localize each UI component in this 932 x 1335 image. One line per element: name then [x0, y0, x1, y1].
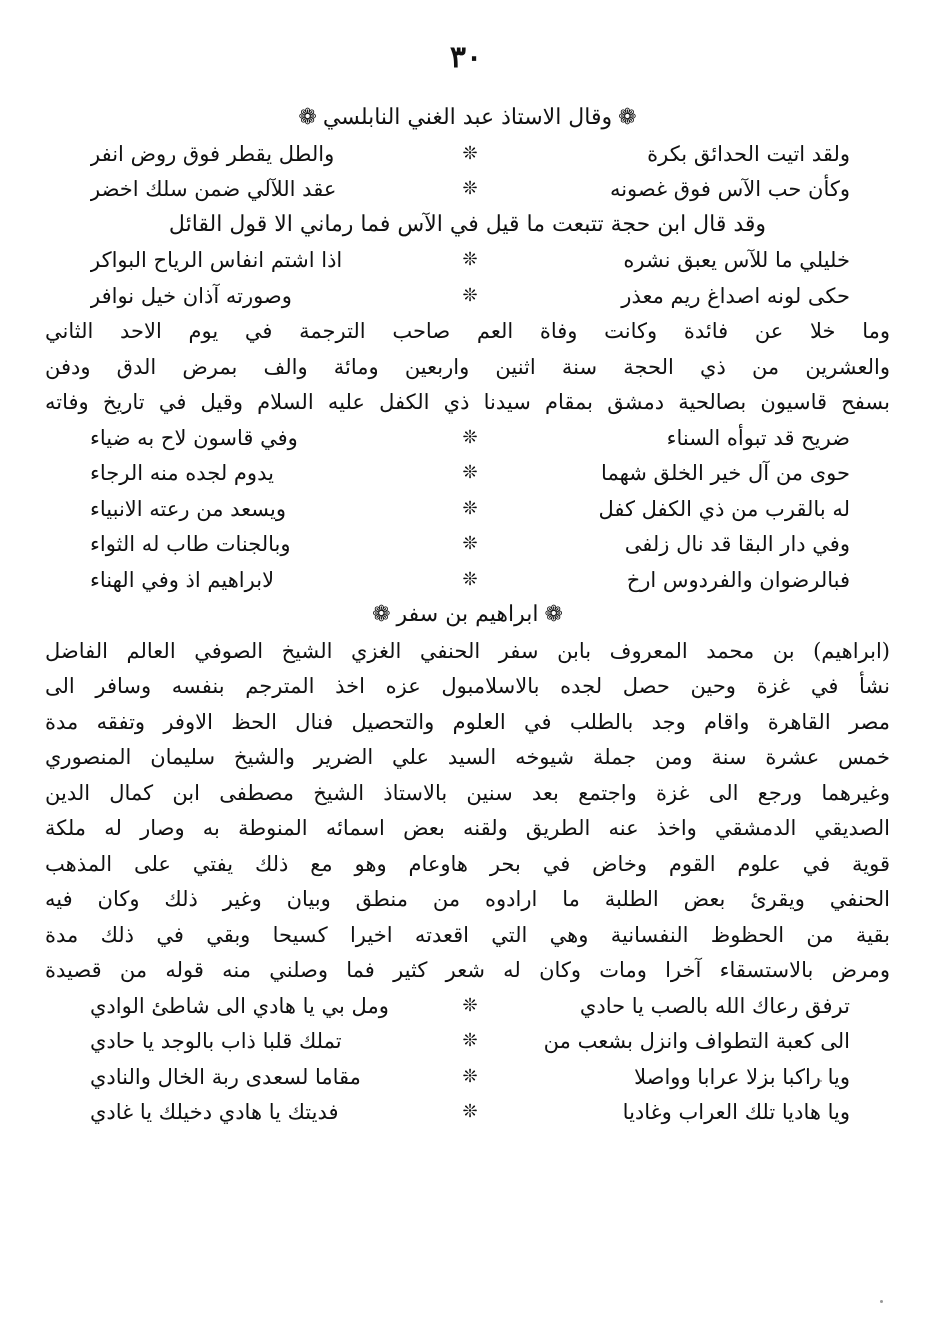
verse-second-hemistich: فديتك يا هادي دخيلك يا غادي: [90, 1100, 339, 1124]
paragraph-line: نشأ في غزة وحين حصل لجده بالاسلامبول عزه اخذ المترجم بنفسه وسافر الى: [45, 674, 890, 698]
verse-second-hemistich: تملك قلبا ذاب بالوجد يا حادي: [90, 1029, 342, 1053]
verse-line: [90, 242, 850, 278]
verse-line: [90, 136, 850, 172]
paper-speck: [880, 1300, 883, 1303]
verse-first-hemistich: خليلي ما للآس يعبق نشره: [623, 248, 850, 272]
verse-first-hemistich: له بالقرب من ذي الكفل كفل: [598, 497, 850, 521]
verse-line: [90, 491, 850, 527]
verse-line: [90, 1023, 850, 1059]
paragraph-line: الحنفي ويقرئ بعض الطلبة ما ارادوه من منطق وبيان وغير ذلك وكان فيه: [45, 887, 890, 911]
verse-line: [90, 278, 850, 314]
verse-second-hemistich: وفي قاسون لاح به ضياء: [90, 426, 298, 450]
verse-separator-icon: ❊: [462, 1101, 478, 1122]
verse-line: [90, 455, 850, 491]
verse-first-hemistich: ضريح قد تبوأه السناء: [666, 426, 850, 450]
verse-first-hemistich: حوى من آل خير الخلق شهما: [601, 461, 850, 485]
verse-separator-icon: ❊: [462, 569, 478, 590]
verse-separator-icon: ❊: [462, 1030, 478, 1051]
verse-second-hemistich: لابراهيم اذ وفي الهناء: [90, 568, 275, 592]
ornament-icon: ❁: [618, 105, 637, 130]
verse-line: [90, 1094, 850, 1130]
verse-line: [90, 171, 850, 207]
section-heading: [45, 100, 890, 136]
verse-second-hemistich: والطل يقطر فوق روض انفر: [90, 142, 335, 166]
verse-separator-icon: ❊: [462, 285, 478, 306]
verse-second-hemistich: مقاما لسعدى ربة الخال والنادي: [90, 1065, 361, 1089]
paragraph-line: بقية من الحظوظ النفسانية وهي التي اقعدته اخيرا كسيحا وبقي في ذلك مدة: [45, 923, 890, 947]
verse-line: [90, 420, 850, 456]
verse-second-hemistich: يدوم لجده منه الرجاء: [90, 461, 274, 485]
verse-separator-icon: ❊: [462, 249, 478, 270]
verse-separator-icon: ❊: [462, 462, 478, 483]
paragraph-line: مصر القاهرة واقام وجد بالطلب في العلوم والتحصيل فنال الحظ الاوفر وتفقه مدة: [45, 710, 890, 734]
paragraph-line: ومرض بالاستسقاء آخرا ومات وكان له شعر كثير فما وصلني منه قوله من قصيدة: [45, 958, 890, 982]
intro-line: وقد قال ابن حجة تتبعت ما قيل في الآس فما رماني الا قول القائل: [168, 212, 767, 237]
verse-first-hemistich: ولقد اتيت الحدائق بكرة: [647, 142, 850, 166]
verse-line: [90, 1059, 850, 1095]
paragraph-line: خمس عشرة سنة ومن جملة شيوخه السيد علي الضرير والشيخ سليمان المنصوري: [45, 745, 890, 769]
verse-separator-icon: ❊: [462, 533, 478, 554]
verse-line: [90, 526, 850, 562]
verse-first-hemistich: ترفق رعاك الله بالصب يا حادي: [579, 994, 850, 1018]
verse-first-hemistich: فبالرضوان والفردوس ارخ: [626, 568, 850, 592]
verse-separator-icon: ❊: [462, 178, 478, 199]
verse-separator-icon: ❊: [462, 427, 478, 448]
verse-separator-icon: ❊: [462, 498, 478, 519]
paragraph-line: بسفح قاسيون بصالحية دمشق بمقام سيدنا ذي الكفل عليه السلام وقيل في تاريخ وفاته: [45, 390, 890, 414]
verse-separator-icon: ❊: [462, 995, 478, 1016]
page-number: ٣٠: [449, 40, 483, 75]
heading-text: ابراهيم بن سفر: [396, 602, 539, 627]
paragraph-line: الصديقي الدمشقي واخذ عنه الطريق ولقنه بعض اسمائه المنوطة به وصار له ملكة: [45, 816, 890, 840]
ornament-icon: ❁: [298, 105, 317, 130]
paragraph-line: (ابراهيم) بن محمد المعروف بابن سفر الحنفي الغزي الشيخ الصوفي العالم الفاضل: [45, 639, 890, 663]
verse-line: [90, 988, 850, 1024]
verse-second-hemistich: وصورته آذان خيل نوافر: [90, 284, 292, 308]
verse-first-hemistich: حكى لونه اصداغ ريم معذر: [621, 284, 850, 308]
verse-second-hemistich: عقد اللآلي ضمن سلك اخضر: [90, 177, 337, 201]
verse-first-hemistich: ويا هاديا تلك العراب وغاديا: [622, 1100, 850, 1124]
paragraph-line: وما خلا عن فائدة وكانت وفاة العم صاحب الترجمة في يوم الاحد الثاني: [45, 319, 890, 343]
verse-first-hemistich: وكأن حب الآس فوق غصونه: [609, 177, 850, 201]
verse-second-hemistich: اذا اشتم انفاس الرياح البواكر: [90, 248, 343, 272]
verse-line: [90, 562, 850, 598]
verse-first-hemistich: ويا راكبا بزلا عرابا وواصلا: [634, 1065, 850, 1089]
verse-first-hemistich: الى كعبة التطواف وانزل بشعب من: [543, 1029, 850, 1053]
paragraph-line: والعشرين من ذي الحجة سنة اثنين واربعين ومائة والف بمرض الدق ودفن: [45, 355, 890, 379]
verse-second-hemistich: وبالجنات طاب له الثواء: [90, 532, 291, 556]
heading-text: وقال الاستاذ عبد الغني النابلسي: [322, 105, 613, 130]
ornament-icon: ❁: [372, 602, 391, 627]
section-heading: [45, 597, 890, 633]
paragraph-line: قوية في علوم القوم وخاض في بحر هاوعام وهو مع ذلك يفتي على المذهب: [45, 852, 890, 876]
verse-separator-icon: ❊: [462, 143, 478, 164]
ornament-icon: ❁: [544, 602, 563, 627]
verse-second-hemistich: ومل بي يا هادي الى شاطئ الوادي: [90, 994, 389, 1018]
verse-separator-icon: ❊: [462, 1066, 478, 1087]
verse-second-hemistich: ويسعد من رعته الانبياء: [90, 497, 287, 521]
paragraph-line: وغيرهما ورجع الى غزة واجتمع بعد سنين بالاستاذ الشيخ مصطفى ابن كمال الدين: [45, 781, 890, 805]
verse-first-hemistich: وفي دار البقا قد نال زلفى: [624, 532, 850, 556]
